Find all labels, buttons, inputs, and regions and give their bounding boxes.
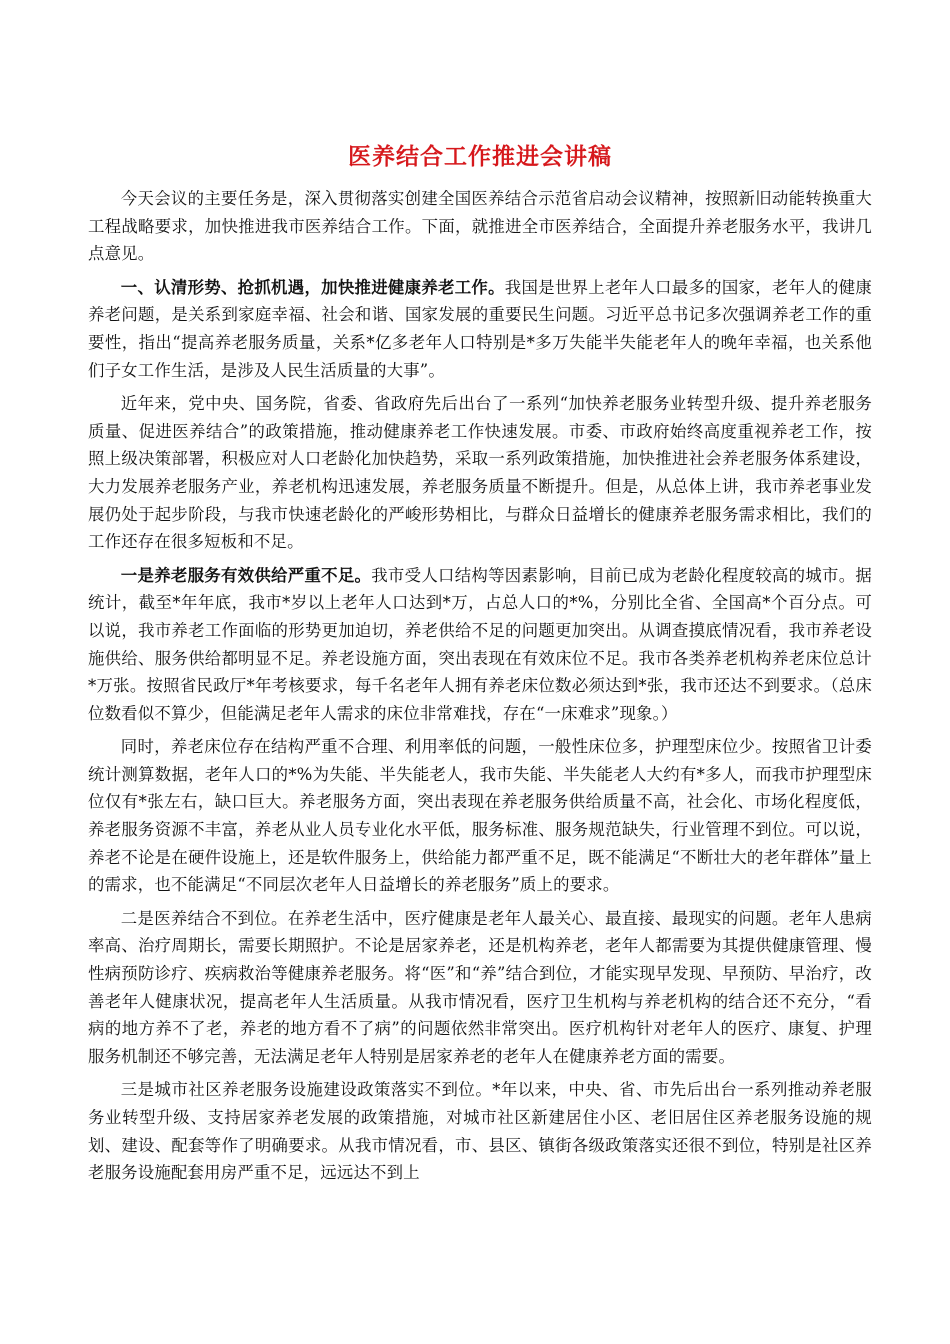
paragraph-text: 近年来，党中央、国务院，省委、省政府先后出台了一系列“加快养老服务业转型升级、提升养老服务质量、促进医养结合”的政策措施，推动健康养老工作快速发展。市委、市政府始终高度重视养老工作，按照上级决策部署，积极应对人口老龄化加快趋势，采取一系列政策措施，加快推进社会养老服务体系建设，大力发展养老服务产业，养老机构迅速发展，养老服务质量不断提升。但是，从总体上讲，我市养老事业发展仍处于起步阶段，与我市快速老龄化的严峻形势相比，与群众日益增长的健康养老服务需求相比，我们的工作还存在很多短板和不足。 [88,394,872,552]
paragraph-text: 今天会议的主要任务是，深入贯彻落实创建全国医养结合示范省启动会议精神，按照新旧动能转换重大工程战略要求，加快推进我市医养结合工作。下面，就推进全市医养结合，全面提升养老服务水平，我讲几点意见。 [88,189,872,264]
paragraph-text: 二是医养结合不到位。在养老生活中，医疗健康是老年人最关心、最直接、最现实的问题。老年人患病率高、治疗周期长，需要长期照护。不论是居家养老，还是机构养老，老年人都需要为其提供健康管理、慢性病预防诊疗、疾病救治等健康养老服务。将“医”和“养”结合到位，才能实现早发现、早预防、早治疗，改善老年人健康状况，提高老年人生活质量。从我市情况看，医疗卫生机构与养老机构的结合还不充分，“看病的地方养不了老，养老的地方看不了病”的问题依然非常突出。医疗机构针对老年人的医疗、康复、护理服务机制还不够完善，无法满足老年人特别是居家养老的老年人在健康养老方面的需要。 [88,908,872,1066]
point-heading: 一是养老服务有效供给严重不足。 [120,565,372,585]
paragraph-text: 三是城市社区养老服务设施建设政策落实不到位。*年以来，中央、省、市先后出台一系列推动养老服务业转型升级、支持居家养老发展的政策措施，对城市社区新建居住小区、老旧居住区养老服务设施的规划、建设、配套等作了明确要求。从我市情况看，市、县区、镇街各级政策落实还很不到位，特别是社区养老服务设施配套用房严重不足，远远达不到上 [88,1080,872,1183]
paragraph-section-one [88,274,872,384]
paragraph-point-one [88,562,872,728]
document-title: 医养结合工作推进会讲稿 [348,144,612,170]
paragraph-text: 我市受人口结构等因素影响，目前已成为老龄化程度较高的城市。据统计，截至*年年底，我市*岁以上老年人口达到*万，占总人口的*%，分别比全省、全国高*个百分点。可以说，我市养老工作面临的形势更加迫切，养老供给不足的问题更加突出。从调查摸底情况看，我市养老设施供给、服务供给都明显不足。养老设施方面，突出表现在有效床位不足。我市各类养老机构养老床位总计*万张。按照省民政厅*年考核要求，每千名老年人拥有养老床位数必须达到*张，我市还达不到要求。（总床位数看似不算少，但能满足老年人需求的床位非常难找，存在“一床难求”现象。） [88,565,872,723]
paragraph-intro [88,185,872,268]
paragraph-beds-structure [88,733,872,899]
paragraph-point-three [88,1076,872,1186]
paragraph-text: 我国是世界上老年人口最多的国家，老年人的健康养老问题，是关系到家庭幸福、社会和谐、国家发展的重要民生问题。习近平总书记多次强调养老工作的重要性，指出“提高养老服务质量，关系*亿多老年人口特别是*多万失能半失能老年人的晚年幸福，也关系他们子女工作生活，是涉及人民生活质量的大事”。 [88,277,872,380]
section-heading: 一、认清形势、抢抓机遇，加快推进健康养老工作。 [120,277,505,297]
paragraph-recent-years [88,390,872,556]
paragraph-point-two [88,905,872,1071]
paragraph-text: 同时，养老床位存在结构严重不合理、利用率低的问题，一般性床位多，护理型床位少。按照省卫计委统计测算数据，老年人口的*%为失能、半失能老人，我市失能、半失能老人大约有*多人，而我市护理型床位仅有*张左右，缺口巨大。养老服务方面，突出表现在养老服务供给质量不高，社会化、市场化程度低，养老服务资源不丰富，养老从业人员专业化水平低，服务标准、服务规范缺失，行业管理不到位。可以说，养老不论是在硬件设施上，还是软件服务上，供给能力都严重不足，既不能满足“不断壮大的老年群体”量上的需求，也不能满足“不同层次老年人日益增长的养老服务”质上的要求。 [88,737,872,895]
